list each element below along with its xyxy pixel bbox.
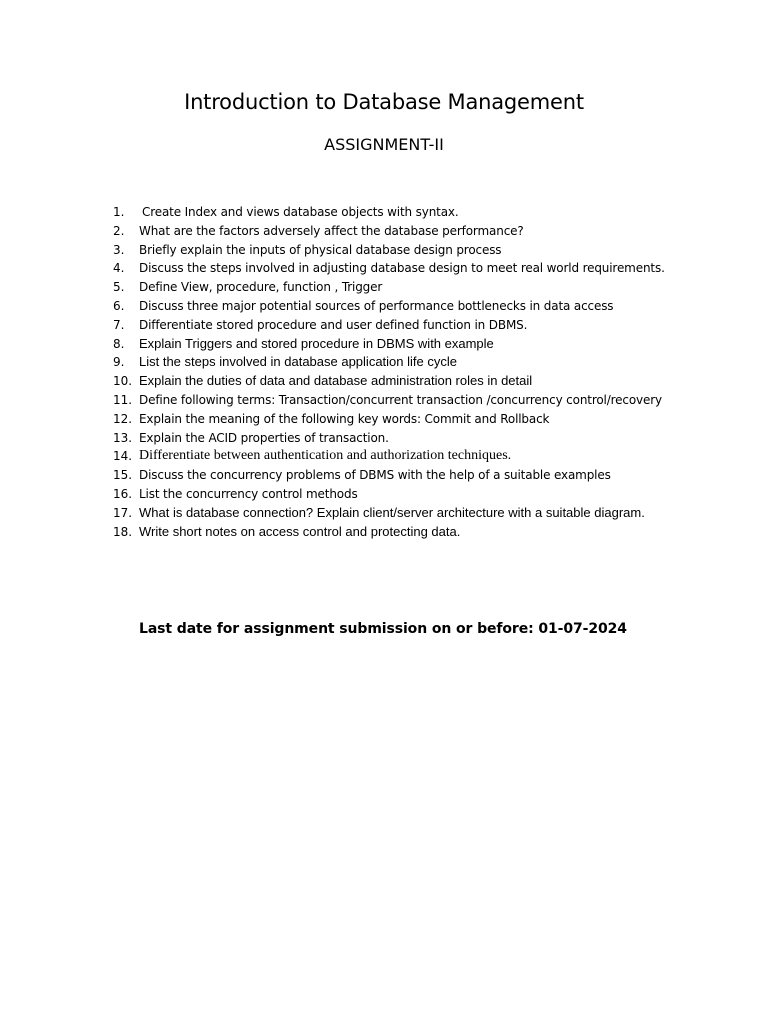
question-item-5 [0,278,768,297]
question-number: 11. [113,392,133,407]
question-text: Discuss the steps involved in adjusting database design to meet real world requirements. [139,261,665,276]
question-item-2 [0,222,768,241]
question-item-3 [0,241,768,260]
question-item-8 [0,335,768,354]
question-item-12 [0,410,768,429]
question-text: What is database connection? Explain client/server architecture with a suitable diagram. [139,504,645,520]
question-item-10 [0,372,768,391]
question-text: Discuss the concurrency problems of DBMS with the help of a suitable examples [139,468,611,483]
question-number: 8. [113,336,125,351]
question-number: 2. [113,223,125,238]
question-text: Differentiate between authentication and authorization techniques. [139,448,512,464]
question-number: 14. [113,449,133,464]
question-number: 4. [113,261,125,276]
question-text: Explain Triggers and stored procedure in DBMS with example [139,335,494,351]
question-number: 7. [113,317,125,332]
question-number: 17. [113,505,133,520]
question-text: Explain the duties of data and database administration roles in detail [139,373,533,389]
question-item-18 [0,523,768,542]
question-text: Discuss three major potential sources of performance bottlenecks in data access [139,298,614,313]
question-item-17 [0,504,768,523]
question-item-9 [0,353,768,372]
question-item-1 [0,203,768,222]
question-text: Briefly explain the inputs of physical database design process [139,242,502,257]
question-number: 10. [113,374,133,389]
question-text: Explain the ACID properties of transaction. [139,430,389,445]
question-list [0,203,768,541]
submission-deadline: Last date for assignment submission on or before: 01-07-2024 [139,621,627,637]
question-text: Create Index and views database objects with syntax. [142,205,459,219]
question-number: 15. [113,468,133,483]
page-title: Introduction to Database Management [184,90,584,114]
question-number: 18. [113,524,133,539]
question-number: 3. [113,242,125,257]
question-number: 6. [113,298,125,313]
question-text: List the steps involved in database application life cycle [139,354,457,370]
question-item-6 [0,297,768,316]
question-item-14 [0,447,768,466]
question-item-7 [0,316,768,335]
assignment-subtitle: ASSIGNMENT-II [324,135,444,154]
question-text: What are the factors adversely affect the database performance? [139,223,524,238]
question-item-11 [0,391,768,410]
question-text: Write short notes on access control and protecting data. [139,523,461,539]
question-number: 12. [113,411,133,426]
question-item-4 [0,259,768,278]
question-number: 16. [113,486,133,501]
question-item-13 [0,429,768,448]
question-number: 9. [113,355,125,370]
question-text: List the concurrency control methods [139,486,358,501]
question-text: Differentiate stored procedure and user defined function in DBMS. [139,317,528,332]
question-number: 13. [113,430,133,445]
question-item-15 [0,466,768,485]
question-text: Define following terms: Transaction/concurrent transaction /concurrency control/recovery [139,392,662,407]
question-text: Define View, procedure, function , Trigger [139,280,383,295]
question-text: Explain the meaning of the following key words: Commit and Rollback [139,411,550,426]
question-number: 5. [113,280,125,295]
question-item-16 [0,485,768,504]
question-number: 1. [113,205,125,219]
